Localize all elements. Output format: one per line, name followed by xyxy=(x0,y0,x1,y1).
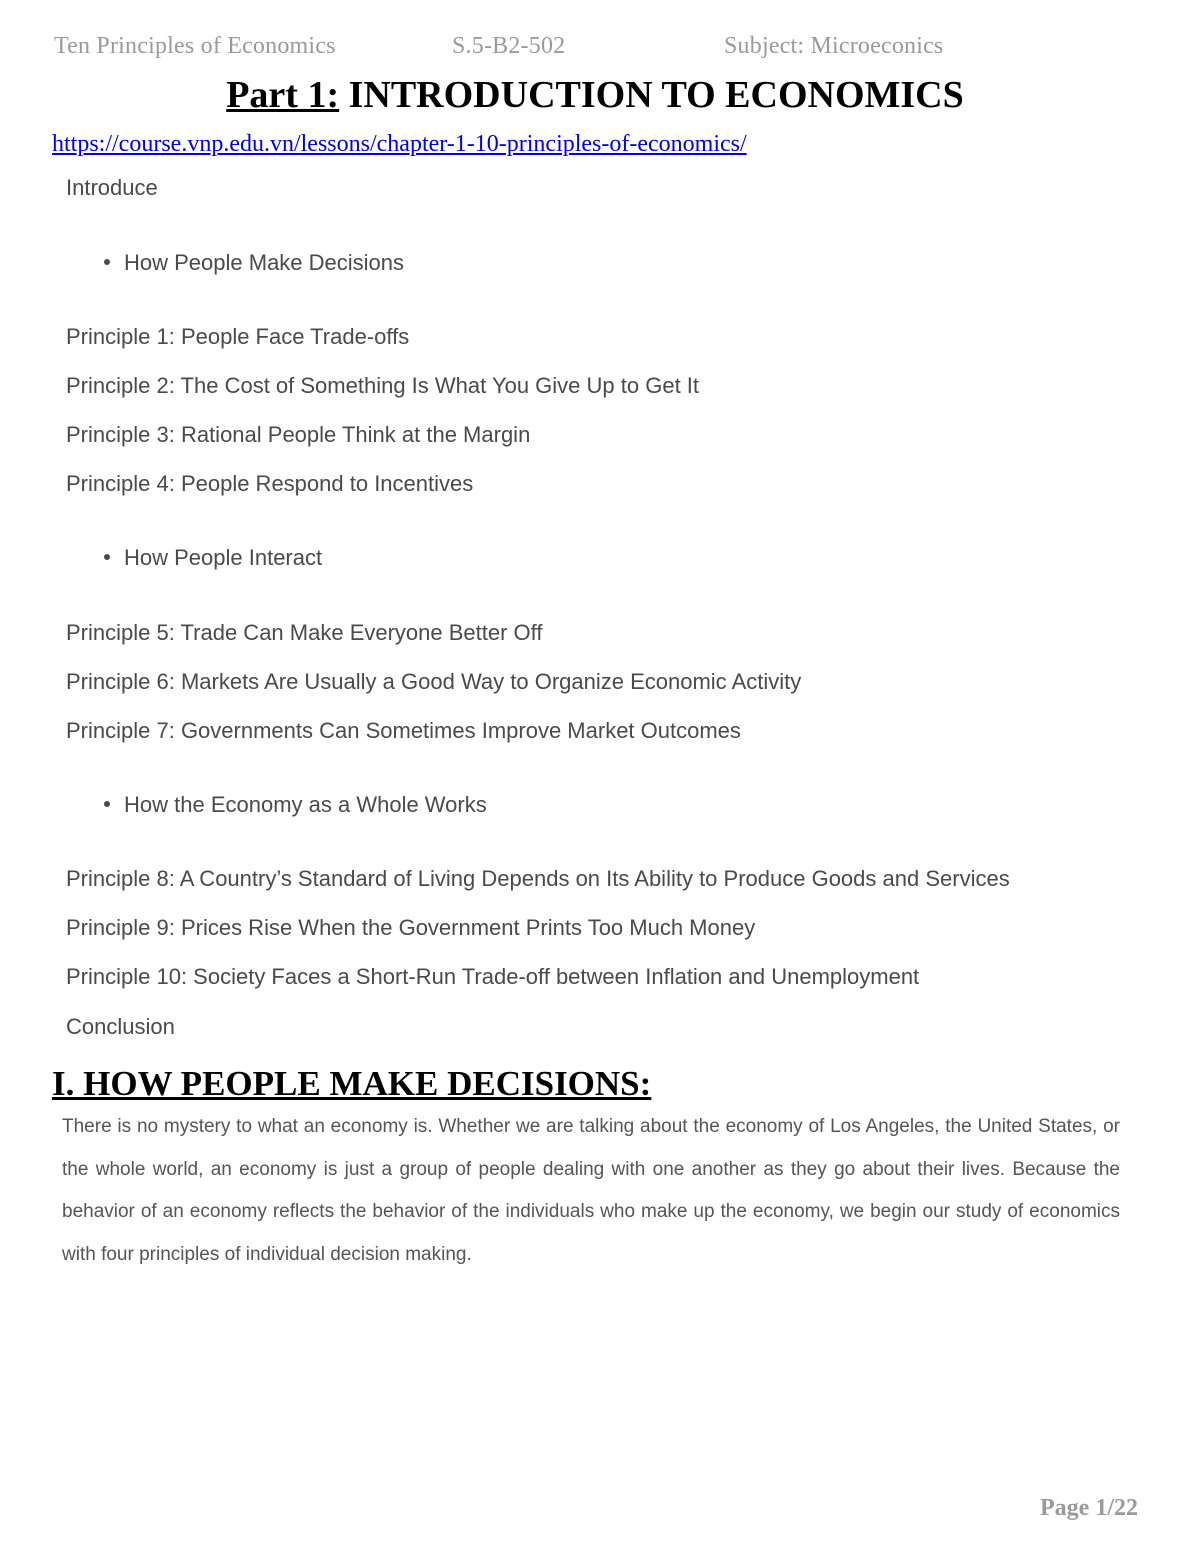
toc-principle-4: Principle 4: People Respond to Incentives xyxy=(66,471,474,496)
section-paragraph: There is no mystery to what an economy is. Whether we are talking about the economy of Los Angeles, the United States, or the whole world, an economy is just a group of people dealing with one another as they go about their lives. Because the behavior of an economy reflects the behavior of the individuals who make up the economy, we begin our study of economics with four principles of individual decision making. xyxy=(62,1116,1120,1265)
toc-principle-2: Principle 2: The Cost of Something Is What You Give Up to Get It xyxy=(66,373,700,398)
toc-principle-5: Principle 5: Trade Can Make Everyone Better Off xyxy=(66,620,543,645)
toc-conclusion: Conclusion xyxy=(66,1014,175,1039)
toc-principle-1: Principle 1: People Face Trade-offs xyxy=(66,324,410,349)
header-subject: Subject: Microeconics xyxy=(724,33,944,59)
header-document-title: Ten Principles of Economics xyxy=(54,33,336,59)
toc-group-decisions xyxy=(104,248,404,278)
toc-introduce: Introduce xyxy=(66,175,158,200)
toc-principle-7: Principle 7: Governments Can Sometimes Improve Market Outcomes xyxy=(66,718,741,743)
toc-principle-8: Principle 8: A Country’s Standard of Living Depends on Its Ability to Produce Goods and Services xyxy=(66,866,1010,891)
header-room-code: S.5-B2-502 xyxy=(452,33,566,59)
bullet-icon xyxy=(104,259,110,265)
bullet-icon xyxy=(104,801,110,807)
section-heading: I. HOW PEOPLE MAKE DECISIONS: xyxy=(52,1064,652,1103)
toc-group-label: How the Economy as a Whole Works xyxy=(124,792,487,817)
toc-group-economy xyxy=(104,790,487,820)
page-title-part-label: Part 1: xyxy=(226,74,340,116)
toc-principle-6: Principle 6: Markets Are Usually a Good Way to Organize Economic Activity xyxy=(66,669,802,694)
toc-group-interact xyxy=(104,543,322,573)
course-link[interactable]: https://course.vnp.edu.vn/lessons/chapter-1-10-principles-of-economics/ xyxy=(52,131,747,157)
bullet-icon xyxy=(104,554,110,560)
page-number: Page 1/22 xyxy=(1040,1495,1138,1521)
toc-principle-9: Principle 9: Prices Rise When the Government Prints Too Much Money xyxy=(66,915,756,940)
toc-group-label: How People Interact xyxy=(124,545,323,570)
page-title xyxy=(0,72,1190,118)
page-title-text: INTRODUCTION TO ECONOMICS xyxy=(348,74,964,116)
toc-principle-3: Principle 3: Rational People Think at the Margin xyxy=(66,422,531,447)
toc-group-label: How People Make Decisions xyxy=(124,250,405,275)
toc-principle-10: Principle 10: Society Faces a Short-Run Trade-off between Inflation and Unemployment xyxy=(66,964,920,989)
